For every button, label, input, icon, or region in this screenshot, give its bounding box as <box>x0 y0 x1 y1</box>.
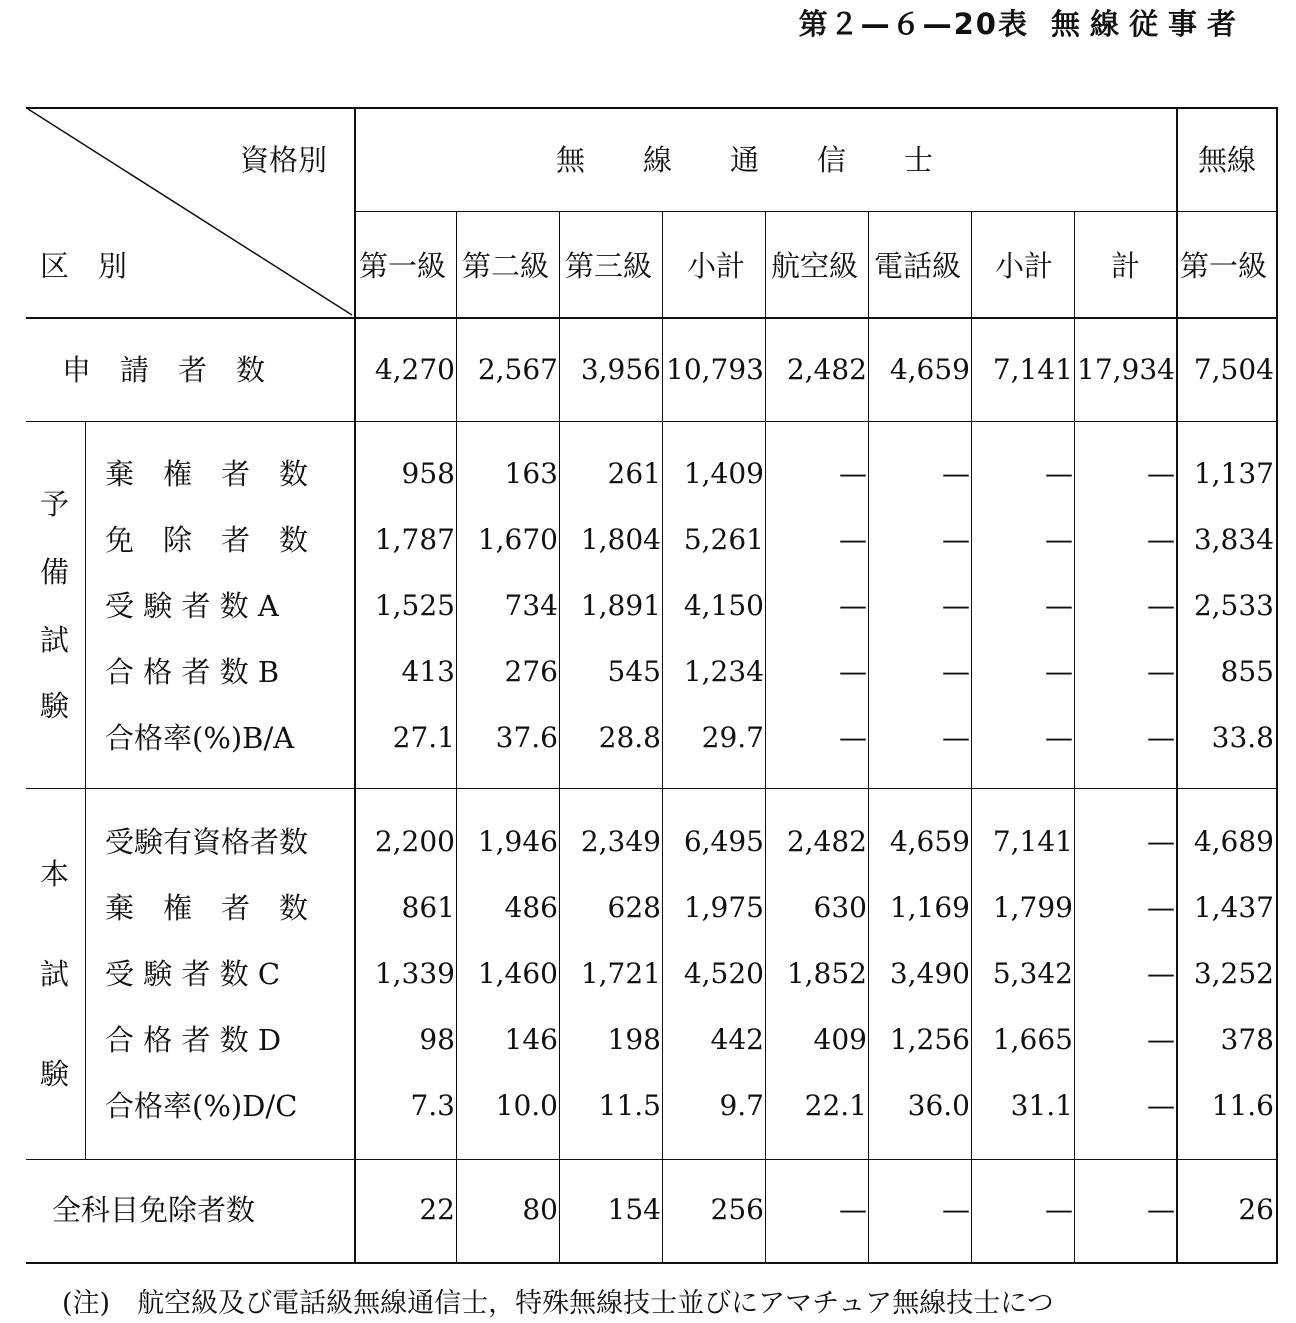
table-cell: 11.6 <box>1211 1089 1274 1122</box>
table-cell: — <box>839 721 867 754</box>
table-cell: 11.5 <box>598 1089 661 1122</box>
table-cell: 28.8 <box>598 721 661 754</box>
table-cell: 486 <box>504 891 558 924</box>
table-cell: 861 <box>401 891 455 924</box>
table-cell: 958 <box>401 457 455 490</box>
table-cell: — <box>1147 1089 1175 1122</box>
column-header: 計 <box>1111 249 1141 283</box>
column-header: 小計 <box>995 249 1054 283</box>
table-cell: 31.1 <box>1010 1089 1073 1122</box>
table-cell: 6,495 <box>683 825 764 858</box>
table-cell: 256 <box>710 1193 764 1226</box>
row-label: 受 験 者 数 C <box>105 957 281 991</box>
table-cell: 7,504 <box>1193 353 1274 386</box>
table-cell: 1,946 <box>477 825 558 858</box>
table-cell: 378 <box>1220 1023 1274 1056</box>
table-cell: 2,482 <box>786 353 867 386</box>
group-header-right: 無線 <box>1198 143 1257 177</box>
table-cell: 3,490 <box>889 957 970 990</box>
table-cell: 1,437 <box>1193 891 1274 924</box>
table-cell: 1,460 <box>477 957 558 990</box>
table-cell: — <box>1147 1023 1175 1056</box>
table-cell: — <box>1147 589 1175 622</box>
table-cell: 98 <box>419 1023 455 1056</box>
table-cell: 2,533 <box>1193 589 1274 622</box>
column-header: 小計 <box>687 249 746 283</box>
table-cell: — <box>942 721 970 754</box>
table-cell: 5,342 <box>992 957 1073 990</box>
table-cell: 80 <box>522 1193 558 1226</box>
table-cell: — <box>942 655 970 688</box>
table-cell: 4,689 <box>1193 825 1274 858</box>
table-cell: 3,956 <box>580 353 661 386</box>
row-label: 棄 権 者 数 <box>105 457 309 491</box>
table-cell: 261 <box>607 457 661 490</box>
table-cell: 4,659 <box>889 825 970 858</box>
table-cell: — <box>1147 457 1175 490</box>
table-cell: 1,525 <box>374 589 455 622</box>
table-cell: 442 <box>710 1023 764 1056</box>
table-cell: 855 <box>1220 655 1274 688</box>
table-cell: 10.0 <box>495 1089 558 1122</box>
group-label-preliminary: 備 <box>40 555 70 589</box>
table-cell: 1,409 <box>683 457 764 490</box>
table-cell: — <box>942 589 970 622</box>
table-number: 第２—６—20表 <box>798 7 1029 41</box>
column-header: 第一級 <box>1180 249 1268 283</box>
table-cell: 1,852 <box>786 957 867 990</box>
column-header: 第一級 <box>359 249 447 283</box>
column-header: 第二級 <box>462 249 550 283</box>
table-cell: 163 <box>504 457 558 490</box>
table-cell: 734 <box>504 589 558 622</box>
row-label: 合格率(%)D/C <box>105 1089 298 1123</box>
row-label: 棄 権 者 数 <box>105 891 309 925</box>
table-cell: — <box>1045 589 1073 622</box>
table-cell: 628 <box>607 891 661 924</box>
table-cell: — <box>839 1193 867 1226</box>
column-header: 電話級 <box>874 249 962 283</box>
table-cell: 5,261 <box>683 523 764 556</box>
table-cell: 4,659 <box>889 353 970 386</box>
table-cell: 2,200 <box>374 825 455 858</box>
table-cell: — <box>839 655 867 688</box>
table-cell: 154 <box>607 1193 661 1226</box>
corner-header-top: 資格別 <box>240 143 328 177</box>
table-cell: — <box>1147 957 1175 990</box>
table-cell: 33.8 <box>1211 721 1274 754</box>
table-cell: 26 <box>1238 1193 1274 1226</box>
table-name: 無線従事者 <box>1050 7 1246 41</box>
row-label-applicants: 申 請 者 数 <box>62 353 266 387</box>
table-cell: 7,141 <box>992 353 1073 386</box>
table-cell: 17,934 <box>1077 353 1175 386</box>
table-cell: — <box>942 523 970 556</box>
table-cell: — <box>1045 457 1073 490</box>
table-cell: — <box>1045 721 1073 754</box>
table-cell: — <box>1147 721 1175 754</box>
table-cell: — <box>1045 1193 1073 1226</box>
group-label-main-exam: 験 <box>40 1057 70 1091</box>
table-cell: 146 <box>504 1023 558 1056</box>
table-cell: 2,349 <box>580 825 661 858</box>
column-header: 第三級 <box>565 249 653 283</box>
table-cell: — <box>1147 1193 1175 1226</box>
table-cell: 1,339 <box>374 957 455 990</box>
table-cell: 1,787 <box>374 523 455 556</box>
table-cell: 1,670 <box>477 523 558 556</box>
table-cell: 1,137 <box>1193 457 1274 490</box>
table-cell: — <box>839 523 867 556</box>
row-label-all-exempt: 全科目免除者数 <box>52 1193 256 1227</box>
row-label: 合格率(%)B/A <box>105 721 295 755</box>
group-label-main-exam: 本 <box>40 857 70 891</box>
table-cell: 22 <box>419 1193 455 1226</box>
table-cell: 4,520 <box>683 957 764 990</box>
table-cell: 7,141 <box>992 825 1073 858</box>
table-cell: 198 <box>607 1023 661 1056</box>
row-label: 合 格 者 数 B <box>105 655 280 689</box>
table-cell: 37.6 <box>495 721 558 754</box>
table-cell: 1,665 <box>992 1023 1073 1056</box>
table-cell: 9.7 <box>719 1089 764 1122</box>
footnote: (注) 航空級及び電話級無線通信士，特殊無線技士並びにアマチュア無線技士につ <box>62 1288 1054 1319</box>
group-label-preliminary: 予 <box>40 487 70 521</box>
table-cell: — <box>942 457 970 490</box>
table-cell: 545 <box>607 655 661 688</box>
table-cell: — <box>1045 523 1073 556</box>
group-label-main-exam: 試 <box>40 957 70 991</box>
table-cell: — <box>1147 523 1175 556</box>
table-cell: 3,252 <box>1193 957 1274 990</box>
table-cell: 22.1 <box>804 1089 867 1122</box>
table-cell: 36.0 <box>907 1089 970 1122</box>
table-cell: 413 <box>401 655 455 688</box>
table-cell: — <box>1147 825 1175 858</box>
table-cell: 1,169 <box>889 891 970 924</box>
table-cell: 276 <box>504 655 558 688</box>
group-header-main: 無 線 通 信 士 <box>556 143 934 177</box>
table-cell: 4,150 <box>683 589 764 622</box>
table-cell: — <box>839 589 867 622</box>
table-cell: 1,804 <box>580 523 661 556</box>
table-cell: 29.7 <box>701 721 764 754</box>
table-cell: — <box>1045 655 1073 688</box>
table-cell: 1,234 <box>683 655 764 688</box>
table-cell: 10,793 <box>666 353 764 386</box>
row-label: 合 格 者 数 D <box>105 1023 282 1057</box>
table-cell: — <box>1147 655 1175 688</box>
table-cell: 409 <box>813 1023 867 1056</box>
table-cell: 1,721 <box>580 957 661 990</box>
group-label-preliminary: 試 <box>40 623 70 657</box>
group-label-preliminary: 験 <box>40 689 70 723</box>
table-cell: 1,975 <box>683 891 764 924</box>
table-cell: — <box>839 457 867 490</box>
row-label: 受験有資格者数 <box>105 825 309 859</box>
row-label: 受 験 者 数 A <box>105 589 279 623</box>
table-cell: 7.3 <box>410 1089 455 1122</box>
row-label: 免 除 者 数 <box>105 523 309 557</box>
table-cell: 1,891 <box>580 589 661 622</box>
table-cell: 1,799 <box>992 891 1073 924</box>
table-cell: 3,834 <box>1193 523 1274 556</box>
table-cell: 1,256 <box>889 1023 970 1056</box>
table-cell: — <box>1147 891 1175 924</box>
table-cell: 2,482 <box>786 825 867 858</box>
column-header: 航空級 <box>771 249 859 283</box>
table-cell: — <box>942 1193 970 1226</box>
table-cell: 4,270 <box>374 353 455 386</box>
corner-header-bottom: 区 別 <box>40 249 128 283</box>
table-cell: 2,567 <box>477 353 558 386</box>
table-cell: 27.1 <box>392 721 455 754</box>
table-cell: 630 <box>813 891 867 924</box>
